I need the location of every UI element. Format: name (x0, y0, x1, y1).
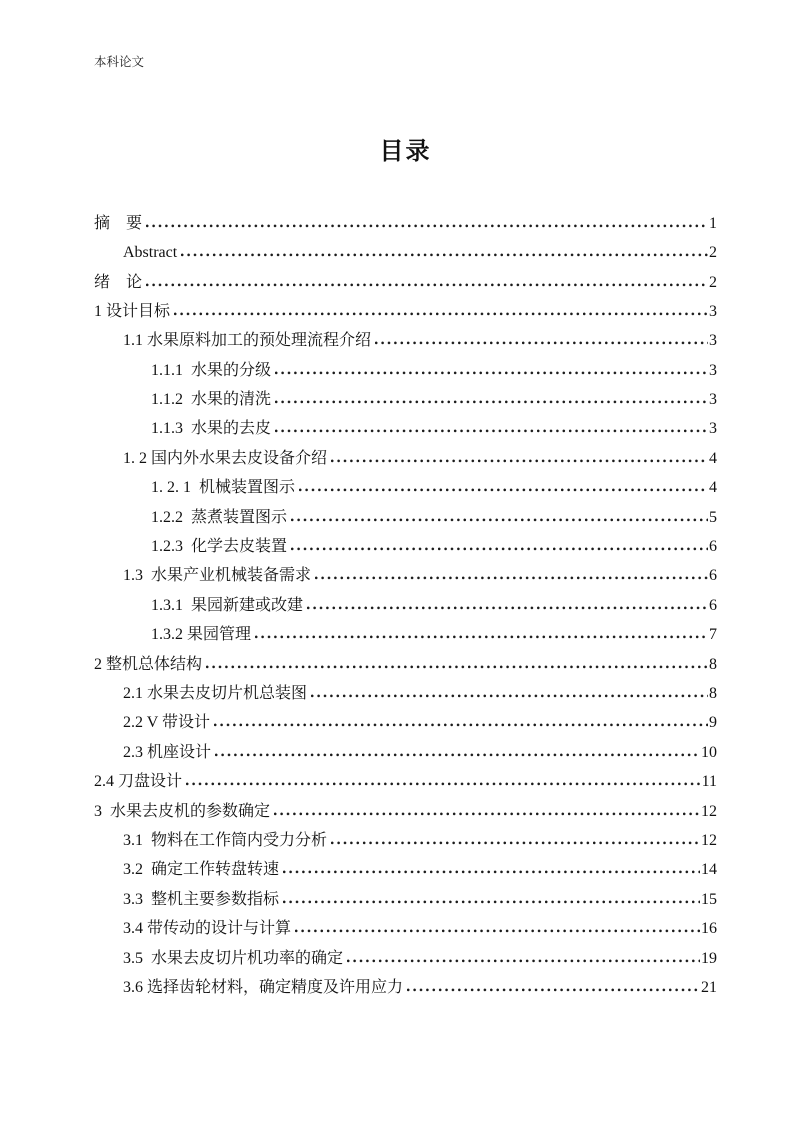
toc-entry (94, 209, 717, 238)
toc-entry (94, 738, 717, 767)
toc-entry-page: 6 (709, 567, 717, 585)
toc-entry-page: 3 (709, 332, 717, 350)
toc-entry (94, 973, 717, 1002)
dot-leader (275, 370, 708, 375)
toc-entry-label: 1.3.1 果园新建或改建 (151, 596, 304, 614)
dot-leader (375, 340, 708, 345)
toc-entry-label: 3.1 物料在工作筒内受力分析 (123, 831, 328, 849)
toc-entry (94, 532, 717, 561)
toc-entry-page: 6 (709, 596, 717, 614)
toc-entry-page: 6 (709, 538, 717, 556)
toc-entry-label: 1.2.3 化学去皮装置 (151, 538, 288, 556)
dot-leader (174, 311, 708, 316)
toc-entry (94, 650, 717, 679)
dot-leader (275, 428, 708, 433)
toc-entry-label: 2.4 刀盘设计 (94, 773, 183, 791)
toc-entry-page: 15 (701, 890, 717, 908)
toc-entry (94, 238, 717, 267)
toc-entry-label: 3.5 水果去皮切片机功率的确定 (123, 949, 344, 967)
toc-title: 目录 (379, 138, 432, 165)
toc-entry (94, 944, 717, 973)
toc-entry-label: 3.2 确定工作转盘转速 (123, 861, 280, 879)
toc-entry-label: 3.6 选择齿轮材料，确定精度及许用应力 (123, 978, 404, 996)
toc-entry-page: 21 (701, 978, 717, 996)
toc-entry (94, 444, 717, 473)
toc-entry-page: 4 (709, 449, 717, 467)
dot-leader (274, 811, 700, 816)
toc-entry-page: 2 (709, 244, 717, 262)
dot-leader (291, 517, 708, 522)
toc-entry-page: 2 (709, 273, 717, 291)
toc-entry-page: 3 (709, 391, 717, 409)
toc-entry-page: 14 (701, 861, 717, 879)
dot-leader (146, 223, 708, 228)
dot-leader (206, 664, 708, 669)
dot-leader (181, 252, 708, 257)
toc-entry-page: 3 (709, 302, 717, 320)
dot-leader (331, 840, 700, 845)
toc-entry-label: Abstract (123, 244, 178, 262)
dot-leader (315, 575, 708, 580)
toc-entry (94, 561, 717, 590)
toc-entry (94, 767, 717, 796)
toc-entry-page: 3 (709, 361, 717, 379)
dot-leader (283, 869, 700, 874)
toc-entry-page: 19 (701, 949, 717, 967)
toc-entry-label: 1.1.2 水果的清洗 (151, 391, 272, 409)
dot-leader (255, 634, 708, 639)
toc-entry-page: 4 (709, 479, 717, 497)
dot-leader (307, 605, 708, 610)
toc-entry-label: 3 水果去皮机的参数确定 (94, 802, 271, 820)
toc-entry (94, 914, 717, 943)
toc-entry-label: 摘 要 (94, 214, 143, 232)
toc-entry-page: 10 (701, 743, 717, 761)
toc-entry-label: 1.2.2 蒸煮装置图示 (151, 508, 288, 526)
toc-entry-label: 1.3 水果产业机械装备需求 (123, 567, 312, 585)
toc-entry-page: 3 (709, 420, 717, 438)
dot-leader (295, 928, 700, 933)
toc-entry (94, 385, 717, 414)
toc-entry (94, 297, 717, 326)
dot-leader (347, 958, 700, 963)
toc-entry-page: 11 (701, 773, 717, 791)
toc-entry (94, 473, 717, 502)
toc-entry (94, 356, 717, 385)
toc-entry-page: 7 (709, 626, 717, 644)
toc-entry-label: 1. 2. 1 机械装置图示 (151, 479, 296, 497)
toc-entry-label: 2.3 机座设计 (123, 743, 212, 761)
toc-entry-label: 2.1 水果去皮切片机总装图 (123, 685, 308, 702)
toc-entry-label: 3.4 带传动的设计与计算 (123, 920, 292, 938)
toc-entry-label: 1.1.3 水果的去皮 (151, 420, 272, 438)
toc-entry-page: 1 (709, 214, 717, 232)
dot-leader (214, 722, 708, 727)
toc-entry-label: 1. 2 国内外水果去皮设备介绍 (123, 449, 328, 467)
dot-leader (146, 282, 708, 287)
toc-entry-label: 2.2 V 带设计 (123, 714, 210, 732)
toc-entry-page: 5 (709, 508, 717, 526)
toc-entry (94, 620, 717, 649)
toc-entry-label: 3.3 整机主要参数指标 (123, 890, 280, 908)
toc-entry (94, 326, 717, 355)
dot-leader (275, 399, 708, 404)
dot-leader (215, 752, 700, 757)
toc-list (94, 209, 717, 1003)
toc-entry (94, 708, 717, 737)
toc-entry-label: 1 设计目标 (94, 302, 171, 320)
dot-leader (283, 899, 700, 904)
toc-entry-page: 9 (709, 714, 717, 732)
toc-entry (94, 414, 717, 443)
toc-entry-label: 1.1.1 水果的分级 (151, 361, 272, 379)
dot-leader (311, 693, 708, 698)
toc-entry-label: 1.1 水果原料加工的预处理流程介绍 (123, 332, 372, 350)
toc-entry (94, 797, 717, 826)
dot-leader (299, 487, 708, 492)
toc-entry-page: 16 (701, 920, 717, 938)
dot-leader (291, 546, 708, 551)
toc-entry-page: 8 (709, 685, 717, 702)
toc-entry (94, 826, 717, 855)
toc-entry-label: 绪 论 (94, 273, 143, 291)
toc-entry (94, 268, 717, 297)
dot-leader (331, 458, 708, 463)
toc-entry-label: 2 整机总体结构 (94, 655, 203, 673)
toc-entry-page: 8 (709, 655, 717, 673)
toc-entry (94, 885, 717, 914)
dot-leader (186, 781, 701, 786)
toc-entry-page: 12 (701, 831, 717, 849)
toc-entry-page: 12 (701, 802, 717, 820)
toc-entry (94, 855, 717, 884)
document-header-text: 本科论文 (94, 55, 145, 69)
toc-entry (94, 679, 717, 708)
toc-entry (94, 503, 717, 532)
toc-entry-label: 1.3.2 果园管理 (151, 626, 252, 644)
dot-leader (407, 987, 700, 992)
toc-entry (94, 591, 717, 620)
